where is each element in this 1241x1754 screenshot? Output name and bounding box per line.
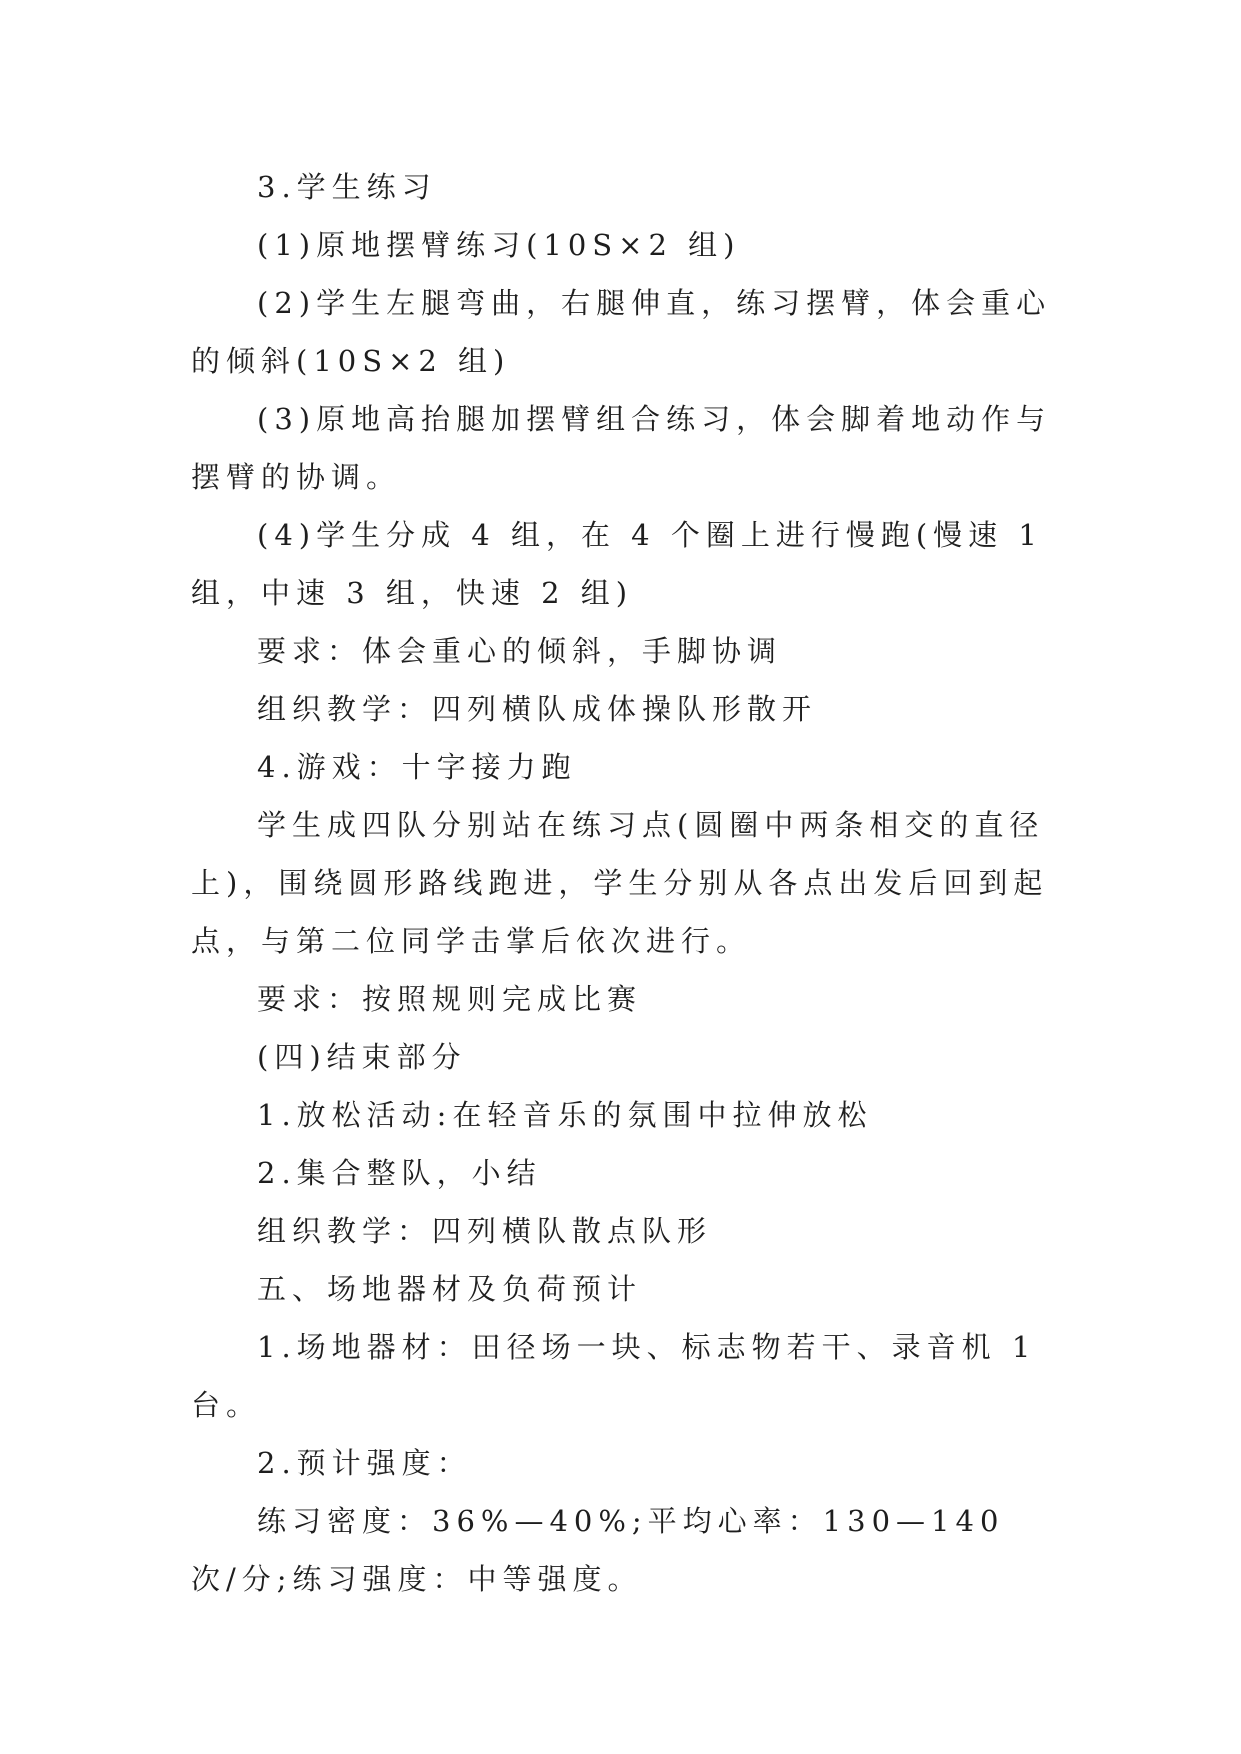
requirement-text: 要求：体会重心的倾斜，手脚协调 [257, 634, 783, 668]
list-item: 1.放松活动:在轻音乐的氛围中拉伸放松 [257, 1098, 873, 1132]
organization-text: 组织教学：四列横队成体操队形散开 [257, 692, 818, 726]
game-description: 学生成四队分别站在练习点(圆圈中两条相交的直径上)，围绕圆形路线跑进，学生分别从各点出发后回到起点，与第二位同学击掌后依次进行。 [191, 808, 1049, 958]
list-item: 2.集合整队，小结 [257, 1156, 542, 1190]
section-heading-game: 4.游戏：十字接力跑 [257, 750, 577, 784]
list-item: (3)原地高抬腿加摆臂组合练习，体会脚着地动作与摆臂的协调。 [191, 402, 1052, 494]
section-heading-student-practice: 3.学生练习 [257, 170, 437, 204]
list-item: (4)学生分成 4 组，在 4 个圈上进行慢跑(慢速 1 组，中速 3 组，快速 2 组) [191, 518, 1043, 610]
list-item: (1)原地摆臂练习(10S×2 组) [257, 228, 741, 262]
section-heading-equipment: 五、场地器材及负荷预计 [257, 1272, 643, 1306]
list-item: 1.场地器材：田径场一块、标志物若干、录音机 1 台。 [191, 1330, 1037, 1422]
organization-text: 组织教学：四列横队散点队形 [257, 1214, 713, 1248]
list-item: 2.预计强度： [257, 1446, 472, 1480]
requirement-text: 要求：按照规则完成比赛 [257, 982, 643, 1016]
intensity-text: 练习密度：36%—40%;平均心率：130—140 次/分;练习强度：中等强度。 [191, 1504, 1005, 1596]
list-item: (2)学生左腿弯曲，右腿伸直，练习摆臂，体会重心的倾斜(10S×2 组) [191, 286, 1052, 378]
document-body [191, 158, 1053, 1608]
section-heading-ending: (四)结束部分 [257, 1040, 467, 1074]
